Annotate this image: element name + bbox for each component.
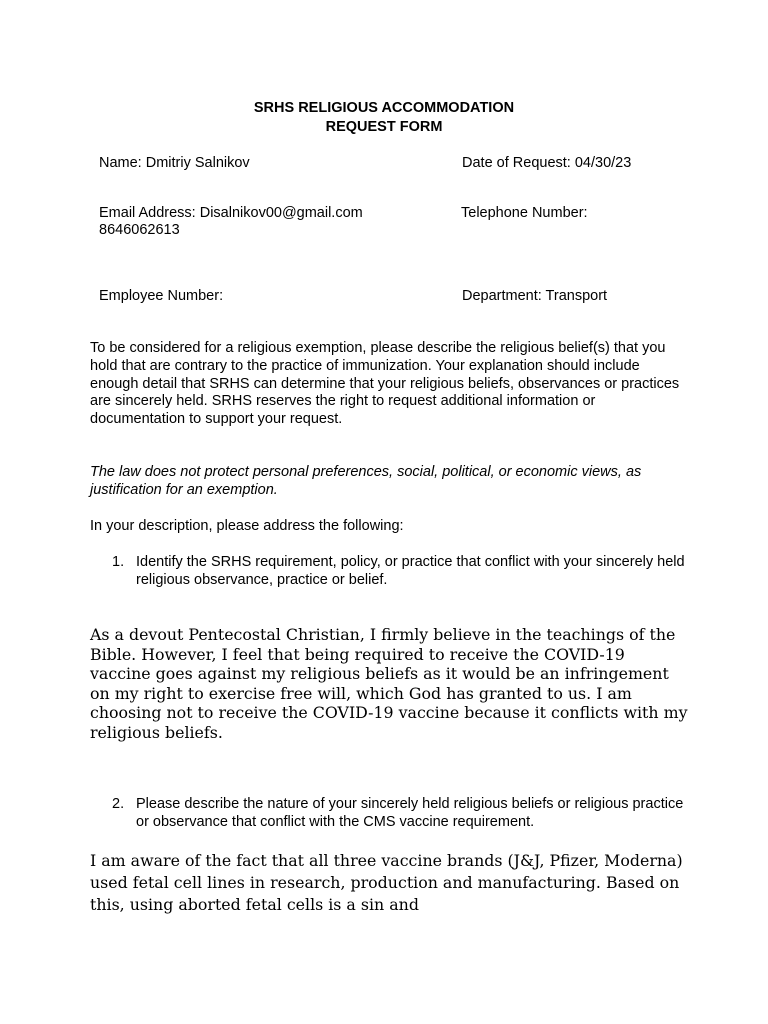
telephone-value: 8646062613 — [99, 222, 180, 238]
law-note: The law does not protect personal preferences, social, political, or economic views, as justification for an exemption. — [90, 464, 642, 498]
question-1 — [90, 554, 690, 590]
name-field: Name: Dmitriy Salnikov — [99, 155, 250, 171]
answer-2: I am aware of the fact that all three vaccine brands (J&J, Pfizer, Moderna) used fetal cell lines in research, production and manufacturing. Based on this, using aborted fetal cells is a sin and — [90, 851, 683, 914]
intro-paragraph: To be considered for a religious exemption, please describe the religious belief(s) that you hold that are contrary to the practice of immunization. Your explanation should include enough detail that SRHS can determine that your religious beliefs, observances or practices are sincerely held. SRHS reserves the right to request additional information or documentation to support your request. — [90, 340, 680, 428]
employee-number-field: Employee Number: — [99, 288, 224, 304]
question-2 — [90, 796, 690, 832]
date-field: Date of Request: 04/30/23 — [462, 155, 632, 171]
address-prompt: In your description, please address the following: — [90, 518, 404, 534]
department-field: Department: Transport — [462, 288, 608, 304]
question-1-number: 1. — [112, 554, 125, 570]
form-title-line-1: SRHS RELIGIOUS ACCOMMODATION — [253, 100, 515, 116]
email-field: Email Address: Disalnikov00@gmail.com — [99, 205, 363, 221]
answer-1: As a devout Pentecostal Christian, I firmly believe in the teachings of the Bible. However, I feel that being required to receive the COVID-19 vaccine goes against my religious beliefs as it would be an infringement on my right to exercise free will, which God has granted to us. I am choosing not to receive the COVID-19 vaccine because it conflicts with my religious beliefs. — [90, 625, 688, 742]
question-2-text: Please describe the nature of your sincerely held religious beliefs or religious practice or observance that conflict with the CMS vaccine requirement. — [136, 796, 684, 830]
form-title-line-2: REQUEST FORM — [325, 119, 443, 135]
question-2-number: 2. — [112, 796, 125, 812]
question-1-text: Identify the SRHS requirement, policy, or practice that conflict with your sincerely held religious observance, practice or belief. — [136, 554, 685, 588]
telephone-label: Telephone Number: — [461, 205, 588, 221]
